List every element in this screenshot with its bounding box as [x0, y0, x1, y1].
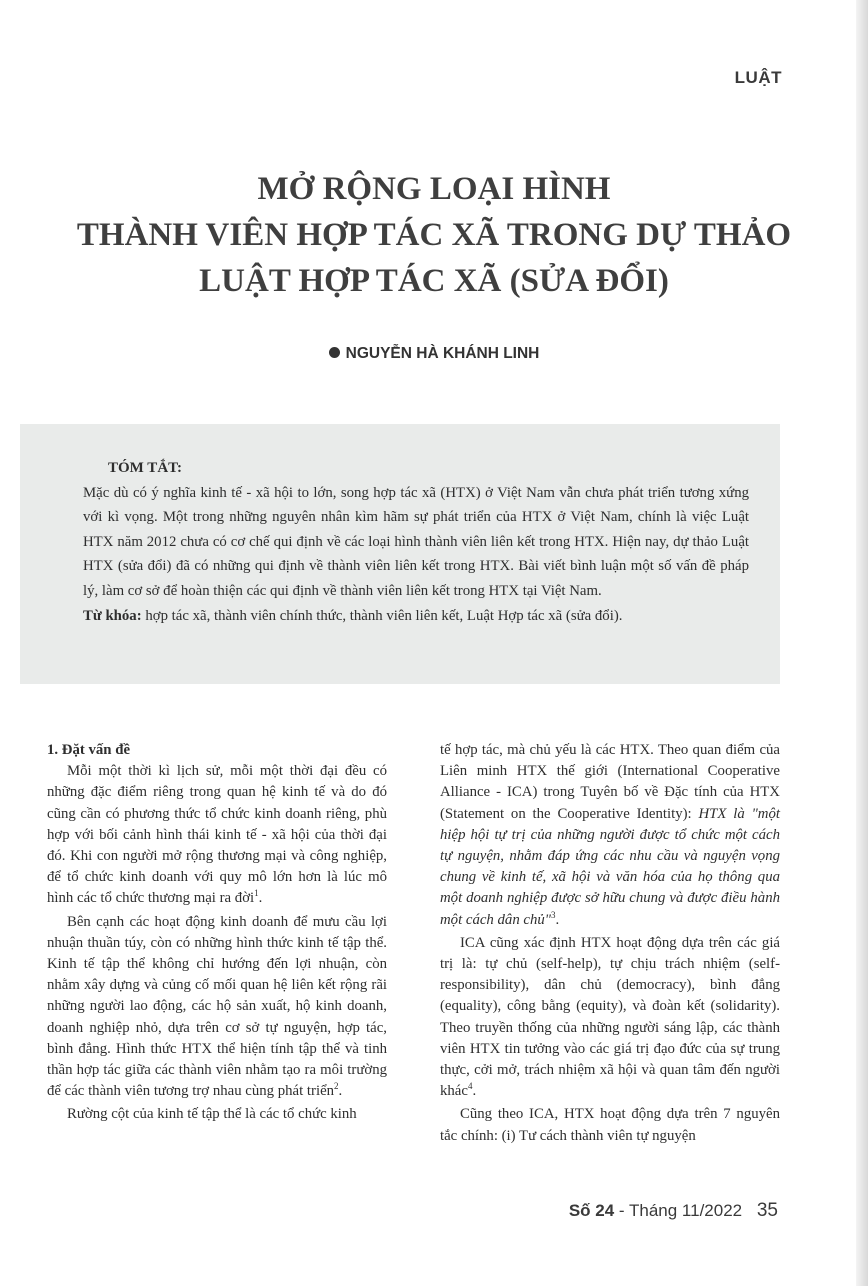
paragraph: Cũng theo ICA, HTX hoạt động dựa trên 7 nguyên tắc chính: (i) Tư cách thành viên tự nguyện	[440, 1106, 780, 1144]
paragraph: Bên cạnh các hoạt động kinh doanh để mưu cầu lợi nhuận thuần túy, còn có những hình thức kinh tế tập thể. Kinh tế tập thể không chỉ hướng đến lợi nhuận, còn nhằm xây dựng và củng cố mối quan hệ liên kết rộng rãi những người lao động, các hộ sản xuất, hộ kinh doanh, doanh nghiệp nhỏ, dựa trên cơ sở tự nguyện, hợp tác, bình đẳng. Hình thức HTX thể hiện tính tập thể và tinh thần hợp tác giữa các thành viên nhằm tạo ra môi trường để các thành viên tương trợ nhau cùng phát triển$^2$.	[47, 913, 387, 1100]
right-column	[440, 740, 780, 1149]
footnote-ref[interactable]: 2	[334, 1081, 339, 1092]
footnote-ref[interactable]: 4	[467, 1081, 473, 1092]
page-edge	[856, 0, 868, 1286]
author-line	[0, 345, 868, 363]
paragraph: Mỗi một thời kì lịch sử, mỗi một thời đại đều có những đặc điểm riêng trong quan hệ kinh tế và do đó cũng cần có phương thức tổ chức kinh doanh riêng, phù hợp với bối cảnh hình thái kinh tế - xã hội của thời đại đó. Khi con người mở rộng thương mại và công nghiệp, để tổ chức kinh doanh với quy mô lớn hơn là lúc mô hình các tổ chức thương mại ra đời$^1$.	[47, 763, 387, 907]
abstract-heading: TÓM TẮT:	[108, 460, 183, 476]
issue-number: Số 24	[568, 1201, 615, 1220]
ica-quote: HTX là "một hiệp hội tự trị của những người được tổ chức một cách tự nguyện, nhằm đáp ứng các nhu cầu và nguyện vọng chung về kinh tế, xã hội và văn hóa của họ thông qua một doanh nghiệp được sở hữu chung và được điều hành một cách dân chủ"	[440, 805, 780, 928]
keywords-label: Từ khóa:	[83, 607, 142, 624]
abstract-box	[20, 424, 780, 684]
footnote-ref[interactable]: 1	[254, 888, 259, 899]
title-line-2: THÀNH VIÊN HỢP TÁC XÃ TRONG DỰ THẢO	[76, 217, 792, 253]
page-number: 35	[756, 1200, 778, 1221]
paragraph: Rường cột của kinh tế tập thể là các tổ chức kinh	[67, 1106, 357, 1123]
page-footer	[569, 1200, 778, 1222]
bullet-icon	[329, 347, 340, 358]
title-line-1: MỞ RỘNG LOẠI HÌNH	[257, 171, 611, 207]
issue-date: - Tháng 11/2022	[618, 1201, 743, 1220]
article-title	[20, 166, 848, 304]
author-name: NGUYỄN HÀ KHÁNH LINH	[345, 345, 540, 362]
title-line-3: LUẬT HỢP TÁC XÃ (SỬA ĐỔI)	[199, 263, 669, 299]
abstract-body: Mặc dù có ý nghĩa kinh tế - xã hội to lớn, song hợp tác xã (HTX) ở Việt Nam vẫn chưa phát triển tương xứng với kì vọng. Một trong những nguyên nhân kìm hãm sự phát triển của HTX ở Việt Nam, chính là việc Luật HTX năm 2012 chưa có cơ chế qui định về các loại hình thành viên liên kết trong HTX. Hiện nay, dự thảo Luật HTX (sửa đổi) đã có những qui định về thành viên liên kết trong HTX. Bài viết bình luận một số vấn đề pháp lý, làm cơ sở để hoàn thiện các qui định về thành viên liên kết trong HTX tại Việt Nam.	[83, 484, 749, 599]
paragraph: ICA cũng xác định HTX hoạt động dựa trên các giá trị là: tự chủ (self-help), tự chịu trách nhiệm (self-responsibility), dân chủ (democracy), bình đẳng (equality), công bằng (equity), và đoàn kết (solidarity). Theo truyền thống của những người sáng lập, các thành viên HTX tin tưởng vào các giá trị đạo đức của sự trung thực, cởi mở, trách nhiệm xã hội và quan tâm đến người khác$^4$.	[440, 934, 780, 1100]
footnote-ref[interactable]: 3	[551, 909, 556, 920]
keywords-line	[83, 604, 749, 629]
paragraph: tế hợp tác, mà chủ yếu là các HTX. Theo quan điểm của Liên minh HTX thế giới (International Cooperative Alliance - ICA) trong Tuyên bố về Đặc tính của HTX (Statement on the Cooperative Identity): HTX là "một hiệp hội tự trị của những người được tổ chức một cách tự nguyện, nhằm đáp ứng các nhu cầu và nguyện vọng chung về kinh tế, xã hội và văn hóa của họ thông qua một doanh nghiệp được sở hữu chung và được điều hành một cách dân chủ"$^3$.	[440, 742, 780, 928]
keywords-text: hợp tác xã, thành viên chính thức, thành viên liên kết, Luật Hợp tác xã (sửa đổi).	[145, 607, 623, 624]
left-column	[47, 740, 387, 1128]
section-heading: 1. Đặt vấn đề	[47, 742, 131, 758]
section-tag: LUẬT	[734, 68, 782, 87]
abstract-content	[83, 456, 749, 628]
